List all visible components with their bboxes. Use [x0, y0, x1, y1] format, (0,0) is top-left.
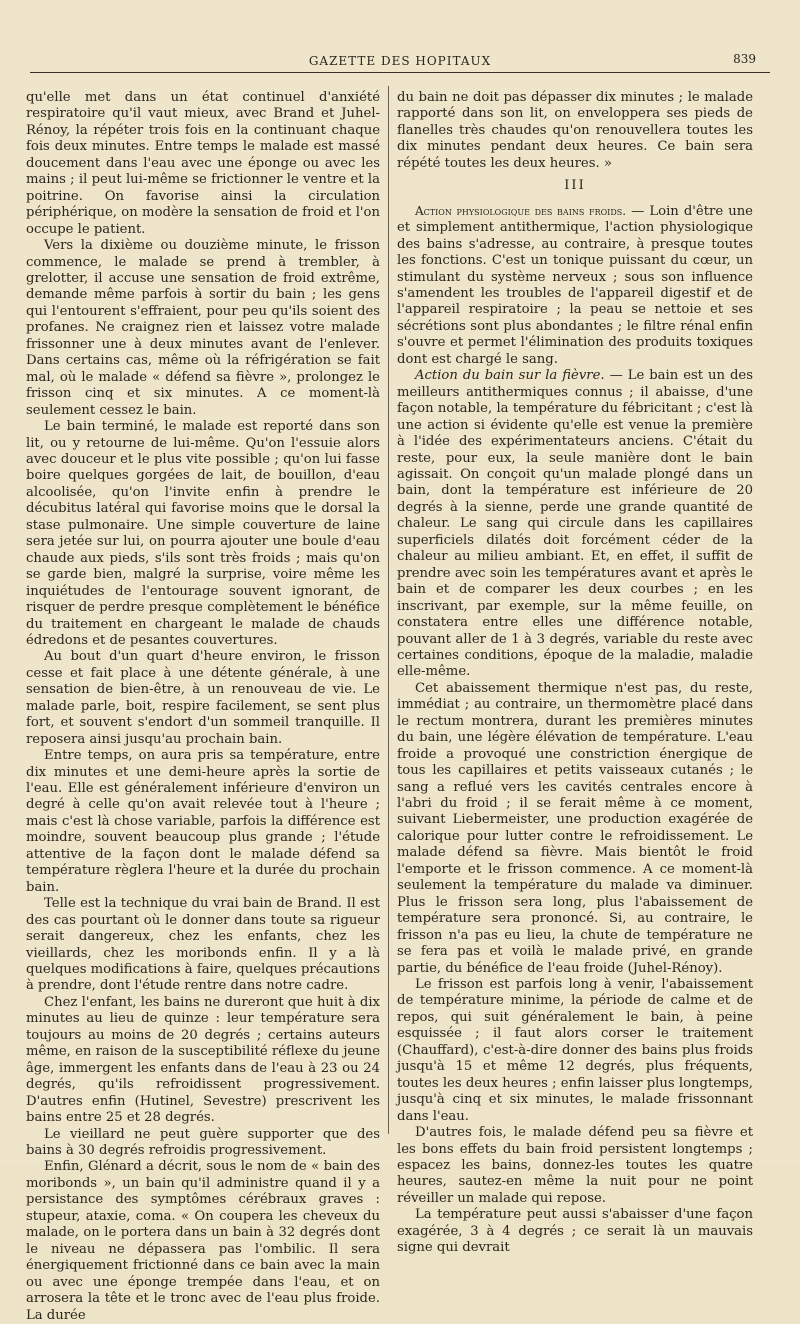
paragraph: du bain ne doit pas dépasser dix minutes ; le malade rapporté dans son lit, on enveloppera ses pieds de flanelles très chaudes qu'on renouvellera toutes les dix minutes pendant deux heures. Ce bain sera répété toutes les deux heures. » — [397, 90, 753, 171]
paragraph: Chez l'enfant, les bains ne dureront que huit à dix minutes au lieu de quinze : leur température sera toujours au moins de 20 degrés ; certains auteurs même, en raison de la susceptibilité réflexe du jeune âge, immergent les enfants dans de l'eau à 23 ou 24 degrés, qu'ils refroidissent progressivement. D'autres enfin (Hutinel, Sevestre) prescrivent les bains entre 25 et 28 degrés. — [26, 994, 380, 1126]
sub-heading: Action du bain sur la fièvre. — [415, 368, 605, 384]
sub-intro-text: — Le bain est un des meilleurs antithermiques connus ; il abaisse, d'une façon notable, la température du fébricitant ; c'est là une action si évidente qu'elle est venue la première à l'idée des expérimentateurs anciens. C'était du reste, pour eux, la seule manière dont le bain agissait. On conçoit qu'un malade plongé dans un bain, dont la température est inférieure de 20 degrés à la sienne, perde une grande quantité de chaleur. Le sang qui circule dans les capillaires superficiels dilatés doit forcément céder de la chaleur au milieu ambiant. Et, en effet, il suffit de prendre avec soin les températures avant et après le bain et de comparer les deux courbes ; en les inscrivant, par exemple, sur la même feuille, on constatera entre elles une différence notable, pouvant aller de 1 à 3 degrés, variable du reste avec certaines conditions, époque de la maladie, maladie elle-même. — [397, 368, 753, 680]
right-column — [397, 90, 753, 1257]
paragraph: D'autres fois, le malade défend peu sa fièvre et les bons effets du bain froid persistent longtemps ; espacez les bains, donnez-les toutes les quatre heures, sautez-en même la nuit pour ne point réveiller un malade qui repose. — [397, 1125, 753, 1206]
paragraph: Au bout d'un quart d'heure environ, le frisson cesse et fait place à une détente générale, à une sensation de bien-être, à un renouveau de vie. Le malade parle, boit, respire facilement, se sent plus fort, et souvent s'endort d'un sommeil tranquille. Il reposera ainsi jusqu'au prochain bain. — [26, 649, 380, 747]
paragraph: Entre temps, on aura pris sa température, entre dix minutes et une demi-heure après la sortie de l'eau. Elle est généralement inférieure d'environ un degré à celle qu'on avait relevée tout à l'heure ; mais c'est là chose variable, parfois la différence est moindre, souvent beaucoup plus grande ; l'étude attentive de la façon dont le malade défend sa température règlera l'heure et la durée du prochain bain. — [26, 748, 380, 895]
paragraph — [397, 203, 753, 369]
paragraph: qu'elle met dans un état continuel d'anxiété respiratoire qu'il vaut mieux, avec Brand et Juhel-Rénoy, la répéter trois fois en la continuant chaque fois deux minutes. Entre temps le malade est massé doucement dans l'eau avec une éponge ou avec les mains ; il peut lui-même se frictionner le ventre et la poitrine. On favorise ainsi la circulation périphérique, on modère la sensation de froid et l'on occupe le patient. — [26, 90, 380, 237]
page-number: 839 — [733, 52, 756, 66]
page-header — [30, 52, 770, 70]
column-divider — [388, 86, 389, 1134]
paragraph: Le vieillard ne peut guère supporter que des bains à 30 degrés refroidis progressivement. — [26, 1126, 380, 1158]
header-rule — [30, 72, 770, 73]
paragraph: La température peut aussi s'abaisser d'une façon exagérée, 3 à 4 degrés ; ce serait là un mauvais signe qui devrait — [397, 1207, 753, 1256]
section-heading: Action physiologique des bains froids. — [415, 203, 627, 218]
section-intro-text: — Loin d'être une et simplement antithermique, l'action physiologique des bains s'adresse, au contraire, à presque toutes les fonctions. C'est un tonique puissant du cœur, un stimulant du système nerveux ; sous son influence s'amendent les troubles de l'appareil digestif et de l'appareil respiratoire ; la peau se nettoie et ses sécrétions sont plus abondantes ; le filtre rénal enfin s'ouvre et permet l'élimination des produits toxiques dont est chargé le sang. — [397, 203, 753, 367]
publication-title: GAZETTE DES HOPITAUX — [308, 54, 492, 68]
paragraph — [397, 368, 753, 681]
paragraph: Vers la dixième ou douzième minute, le frisson commence, le malade se prend à trembler, à grelotter, il accuse une sensation de froid extrême, demande même parfois à sortir du bain ; les gens qui l'entourent s'effraient, pour peu qu'ils soient des profanes. Ne craignez rien et laissez votre malade frissonner une à deux minutes avant de l'enlever. Dans certains cas, même où la réfrigération se fait mal, où le malade « défend sa fièvre », prolongez le frisson cinq et six minutes. A ce moment-là seulement cessez le bain. — [26, 238, 380, 418]
section-number: III — [564, 178, 586, 194]
paragraph: Cet abaissement thermique n'est pas, du reste, immédiat ; au contraire, un thermomètre placé dans le rectum montrera, durant les premières minutes du bain, une légère élévation de température. L'eau froide a provoqué une constriction énergique de tous les capillaires et petits vaisseaux cutanés ; le sang a reflué vers les cavités centrales encore à l'abri du froid ; il se ferait même à ce moment, suivant Liebermeister, une production exagérée de calorique pour lutter contre le refroidissement. Le malade défend sa fièvre. Mais bientôt le froid l'emporte et le frisson commence. A ce moment-là seulement la température du malade va diminuer. Plus le frisson sera long, plus l'abaissement de température sera prononcé. Si, au contraire, le frisson n'a pas eu lieu, la chute de température ne se fera pas et voilà le malade privé, en grande partie, du bénéfice de l'eau froide (Juhel-Rénoy). — [397, 680, 753, 976]
paragraph: Telle est la technique du vrai bain de Brand. Il est des cas pourtant où le donner dans toute sa rigueur serait dangereux, chez les enfants, chez les vieillards, chez les moribonds enfin. Il y a là quelques modifications à faire, quelques précautions à prendre, dont l'étude rentre dans notre cadre. — [26, 896, 380, 994]
paragraph: Enfin, Glénard a décrit, sous le nom de « bain des moribonds », un bain qu'il administre quand il y a persistance des symptômes cérébraux graves : stupeur, ataxie, coma. « On coupera les cheveux du malade, on le portera dans un bain à 32 degrés dont le niveau ne dépassera pas l'ombilic. Il sera énergiquement frictionné dans ce bain avec la main ou avec une éponge trempée dans l'eau, et on arrosera la tête et le tronc avec de l'eau plus froide. La durée — [26, 1159, 380, 1323]
left-column — [26, 90, 380, 1324]
paragraph: Le frisson est parfois long à venir, l'abaissement de température minime, la période de calme et de repos, qui suit généralement le bain, à peine esquissée ; il faut alors corser le traitement (Chauffard), c'est-à-dire donner des bains plus froids jusqu'à 15 et même 12 degrés, plus fréquents, toutes les deux heures ; enfin laisser plus longtemps, jusqu'à cinq et six minutes, le malade frissonnant dans l'eau. — [397, 977, 753, 1124]
paragraph: Le bain terminé, le malade est reporté dans son lit, ou y retourne de lui-même. Qu'on l'essuie alors avec douceur et le plus vite possible ; qu'on lui fasse boire quelques gorgées de lait, de bouillon, d'eau alcoolisée, qu'on l'invite enfin à prendre le décubitus latéral qui favorise moins que le dorsal la stase pulmonaire. Une simple couverture de laine sera jetée sur lui, on pourra ajouter une boule d'eau chaude aux pieds, s'ils sont très froids ; mais qu'on se garde bien, malgré la surprise, voire même les inquiétudes de l'entourage souvent ignorant, de risquer de perdre presque complètement le bénéfice du traitement en chargeant le malade de chauds édredons et de pesantes couvertures. — [26, 419, 380, 648]
